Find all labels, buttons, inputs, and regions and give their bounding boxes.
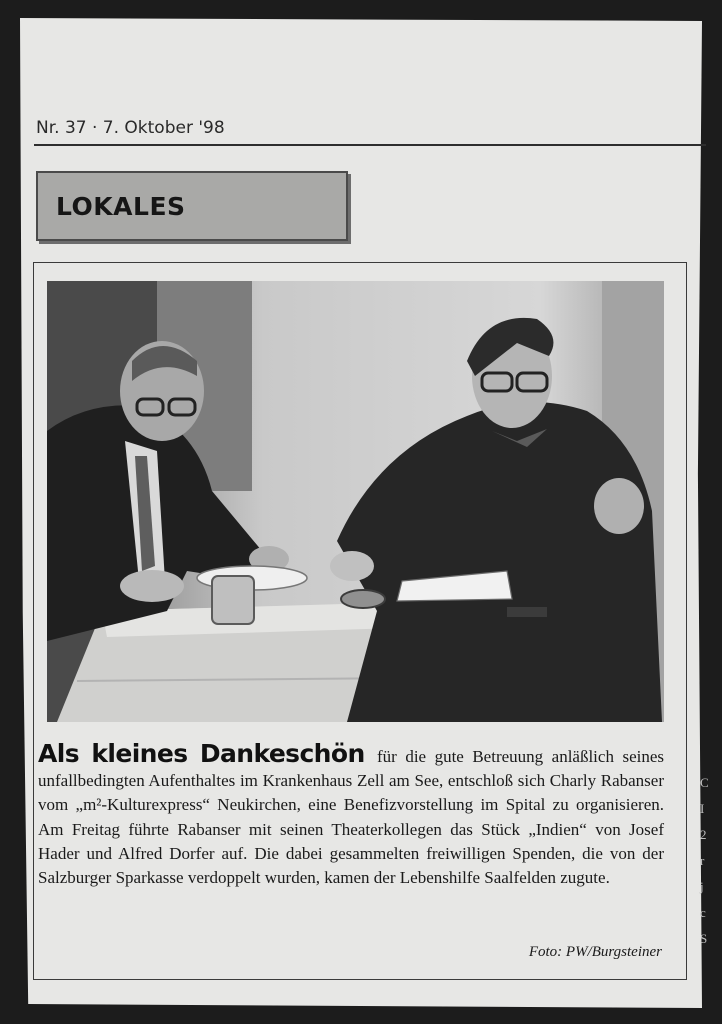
edition-date: Nr. 37 · 7. Oktober '98	[36, 118, 225, 138]
adjacent-letter: 2	[700, 827, 707, 842]
adjacent-column	[700, 770, 714, 952]
beer-mug	[212, 576, 254, 624]
adjacent-letter: C	[700, 775, 709, 790]
article-text	[38, 739, 664, 890]
article-body: für die gute Betreuung anläßlich seines unfallbedingten Aufenthaltes im Krankenhaus Zell am See, entschloß sich Charly Rabanser vom „m²-Kulturexpress“ Neukirchen, eine Benefizvorstellung im Spital zu organisieren. Am Freitag führte Rabanser mit seinen Theaterkollegen das Stück „Indien“ von Josef Hader und Alfred Dorfer auf. Die dabei gesammelten freiwilligen Spenden, die von der Salzburger Sparkasse verdoppelt wurden, kamen der Lebenshilfe Saalfelden zugute.	[38, 747, 664, 888]
section-title: LOKALES	[56, 191, 186, 221]
adjacent-letter: c	[700, 905, 706, 920]
man-right-hand	[594, 478, 644, 534]
adjacent-letter: S	[700, 931, 708, 946]
article-lead: Als kleines Dankeschön	[38, 739, 377, 768]
adjacent-letter: j	[700, 879, 704, 894]
photo-credit: Foto: PW/Burgsteiner	[528, 944, 662, 960]
article-photo	[47, 281, 664, 722]
ashtray	[341, 590, 385, 608]
man-left-hand	[120, 570, 184, 602]
adjacent-letter: I	[700, 801, 705, 816]
adjacent-letter: r	[700, 853, 705, 868]
photo-illustration	[47, 281, 664, 722]
section-label-box	[36, 171, 348, 241]
header-rule	[34, 144, 706, 146]
cigarette-pack	[507, 607, 547, 617]
